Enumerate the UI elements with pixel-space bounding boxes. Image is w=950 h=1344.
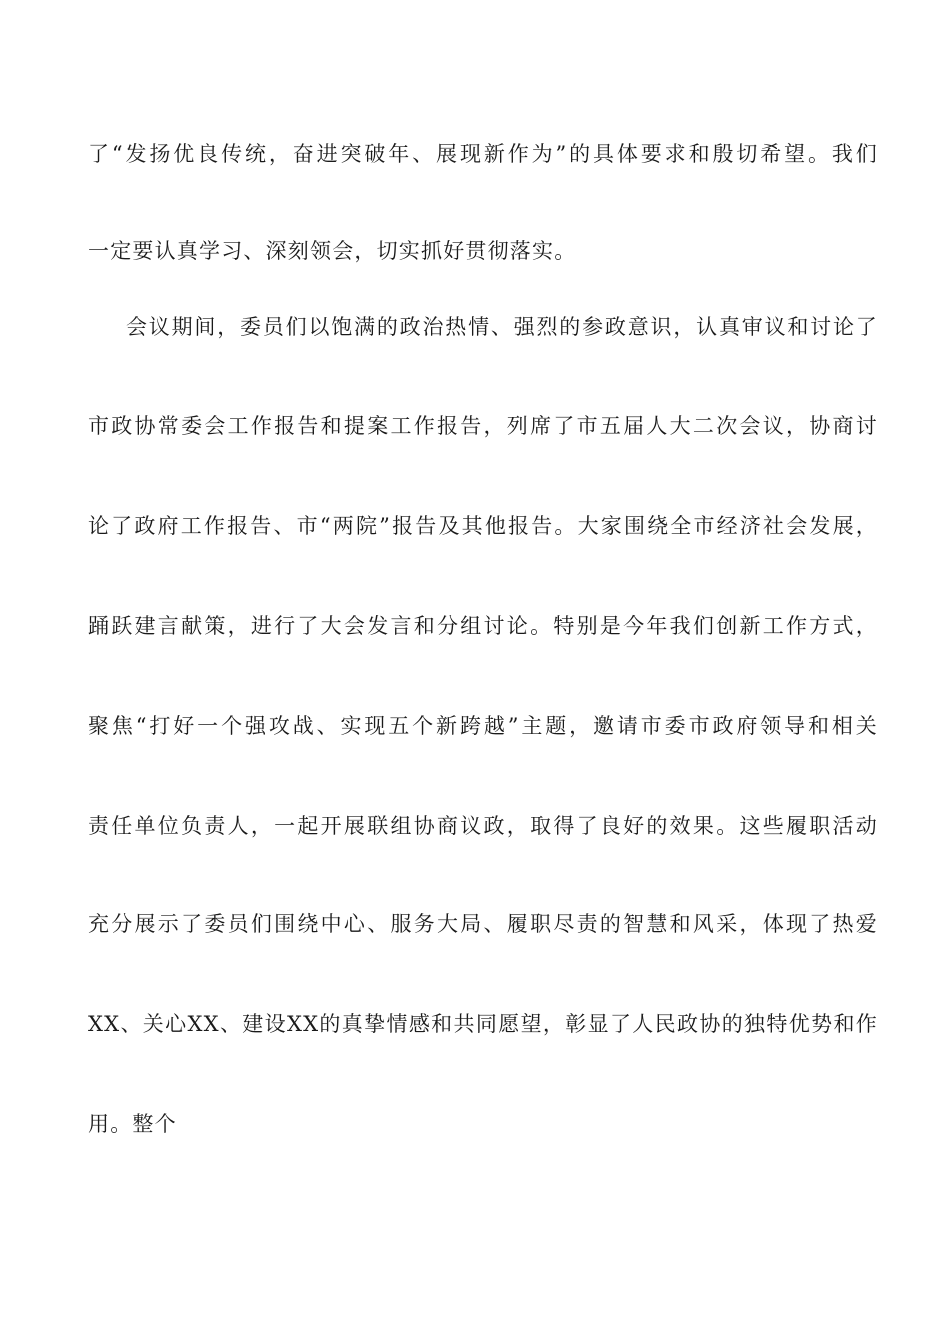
text-line-4: 市政协常委会工作报告和提案工作报告，列席了市五届人大二次会议，协商讨 [88, 414, 878, 438]
text-line-1: 了“发扬优良传统，奋进突破年、展现新作为”的具体要求和殷切希望。我们 [88, 142, 878, 166]
text-line-2: 一定要认真学习、深刻领会，切实抓好贯彻落实。 [88, 239, 577, 263]
text-line-6: 踊跃建言献策，进行了大会发言和分组讨论。特别是今年我们创新工作方式， [88, 614, 878, 638]
text-line-3: 会议期间，委员们以饱满的政治热情、强烈的参政意识，认真审议和讨论了 [126, 315, 878, 339]
text-line-9: 充分展示了委员们围绕中心、服务大局、履职尽责的智慧和风采，体现了热爱 [88, 912, 878, 936]
text-line-8: 责任单位负责人，一起开展联组协商议政，取得了良好的效果。这些履职活动 [88, 814, 878, 838]
text-line-10: XX、关心XX、建设XX的真挚情感和共同愿望，彰显了人民政协的独特优势和作 [88, 1012, 878, 1036]
text-line-11: 用。整个 [88, 1112, 177, 1136]
text-line-5: 论了政府工作报告、市“两院”报告及其他报告。大家围绕全市经济社会发展， [88, 514, 878, 538]
text-line-7: 聚焦“打好一个强攻战、实现五个新跨越”主题，邀请市委市政府领导和相关 [88, 714, 878, 738]
